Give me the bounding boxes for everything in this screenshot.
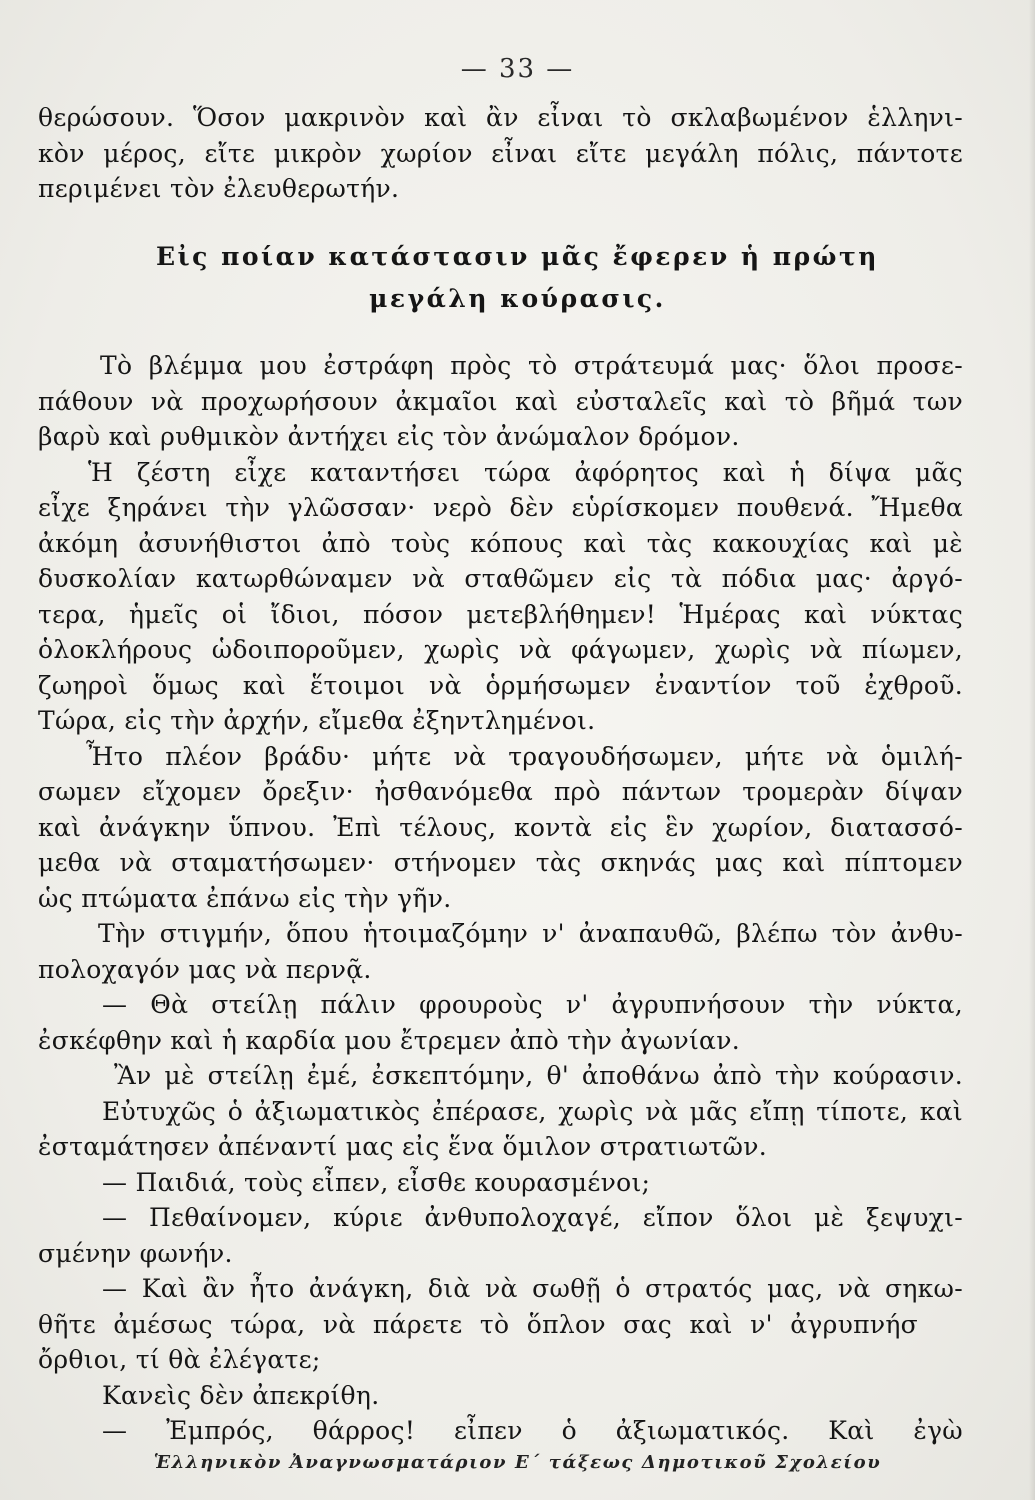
intro-paragraph: [38, 100, 963, 207]
text-line: Ἦτο πλέον βράδυ· μήτε νὰ τραγουδήσωμεν, μήτε νὰ ὁμιλή-: [86, 741, 963, 771]
text-line: Τὸ βλέμμα μου ἐστράφη πρὸς τὸ στράτευμά μας· ὅλοι προσε-: [100, 351, 963, 380]
text-line: ζωηροὶ ὅμως καὶ ἕτοιμοι νὰ ὁρμήσωμεν ἐναντίον τοῦ ἐχθροῦ.: [38, 670, 963, 700]
section-body: [38, 348, 963, 1449]
text-line: ὁλοκλήρους ὡδοιποροῦμεν, χωρὶς νὰ φάγωμεν, χωρὶς νὰ πίωμεν,: [38, 635, 963, 664]
text-line: — Ἐμπρός, θάρρος! εἶπεν ὁ ἀξιωματικός. Καὶ ἐγὼ: [102, 1416, 963, 1445]
section-heading-line-2: μεγάλη κούρασις.: [369, 284, 666, 313]
text-line: — Παιδιά, τοὺς εἶπεν, εἶσθε κουρασμένοι;: [102, 1167, 651, 1197]
text-line: ἀκόμη ἀσυνήθιστοι ἀπὸ τοὺς κόπους καὶ τὰς κακουχίας καὶ μὲ: [38, 528, 963, 558]
section-heading-line-1: Εἰς ποίαν κατάστασιν μᾶς ἔφερεν ἡ πρώτη: [155, 242, 879, 271]
text-line: σωμεν εἴχομεν ὄρεξιν· ἠσθανόμεθα πρὸ πάντων τρομερὰν δίψαν: [38, 777, 963, 806]
text-line: Τώρα, εἰς τὴν ἀρχήν, εἴμεθα ἐξηντλημένοι.: [38, 706, 596, 735]
text-line: μεθα νὰ σταματήσωμεν· στήνομεν τὰς σκηνάς μας καὶ πίπτομεν: [38, 848, 963, 877]
text-line: θῆτε ἀμέσως τώρα, νὰ πάρετε τὸ ὅπλον σας καὶ ν' ἀγρυπνήσ: [38, 1309, 918, 1339]
text-line: — Πεθαίνομεν, κύριε ἀνθυπολοχαγέ, εἴπον ὅλοι μὲ ξεψυχι-: [102, 1203, 963, 1232]
text-line: καὶ ἀνάγκην ὕπνου. Ἐπὶ τέλους, κοντὰ εἰς ἓν χωρίον, διατασσό-: [38, 812, 963, 842]
text-line: — Θὰ στείλῃ πάλιν φρουροὺς ν' ἀγρυπνήσουν τὴν νύκτα,: [102, 990, 963, 1019]
footer-source-note: Ἑλληνικὸν Ἀναγνωσματάριον Ε΄ τάξεως Δημοτικοῦ Σχολείου: [153, 1452, 882, 1473]
text-line: Ἂν μὲ στείλῃ ἐμέ, ἐσκεπτόμην, θ' ἀποθάνω ἀπὸ τὴν κούρασιν.: [114, 1061, 963, 1090]
text-line: πάθουν νὰ προχωρήσουν ἀκμαῖοι καὶ εὐσταλεῖς καὶ τὸ βῆμά των: [38, 386, 963, 416]
scan-edge-shadow: [1029, 0, 1035, 1500]
text-line: Κανεὶς δὲν ἀπεκρίθη.: [102, 1380, 380, 1410]
text-line: ἐσκέφθην καὶ ἡ καρδία μου ἔτρεμεν ἀπὸ τὴν ἀγωνίαν.: [38, 1025, 740, 1055]
text-line: πολοχαγόν μας νὰ περνᾷ.: [38, 954, 372, 984]
text-line: τερα, ἡμεῖς οἱ ἴδιοι, πόσον μετεβλήθημεν! Ἡμέρας καὶ νύκτας: [38, 599, 963, 629]
text-line: ὄρθιοι, τί θὰ ἐλέγατε;: [38, 1345, 321, 1374]
text-line: σμένην φωνήν.: [38, 1238, 233, 1268]
text-line: Ἡ ζέστη εἶχε καταντήσει τώρα ἀφόρητος καὶ ἡ δίψα μᾶς: [88, 457, 963, 487]
text-line: Εὐτυχῶς ὁ ἀξιωματικὸς ἐπέρασε, χωρὶς νὰ μᾶς εἴπῃ τίποτε, καὶ: [102, 1096, 963, 1126]
text-line: περιμένει τὸν ἐλευθερωτήν.: [38, 174, 400, 203]
text-line: Τὴν στιγμήν, ὅπου ἡτοιμαζόμην ν' ἀναπαυθῶ, βλέπω τὸν ἀνθυ-: [98, 919, 963, 948]
text-line: — Καὶ ἂν ἦτο ἀνάγκη, διὰ νὰ σωθῇ ὁ στρατός μας, νὰ σηκω-: [102, 1274, 963, 1303]
text-line: θερώσουν. Ὅσον μακρινὸν καὶ ἂν εἶναι τὸ σκλαβωμένον ἑλληνι-: [38, 103, 963, 132]
text-line: κὸν μέρος, εἴτε μικρὸν χωρίον εἶναι εἴτε μεγάλη πόλις, πάντοτε: [38, 138, 963, 168]
text-line: βαρὺ καὶ ρυθμικὸν ἀντήχει εἰς τὸν ἀνώμαλον δρόμον.: [38, 422, 740, 451]
text-line: δυσκολίαν κατωρθώναμεν νὰ σταθῶμεν εἰς τὰ πόδια μας· ἀργό-: [38, 564, 963, 593]
page-number: — 33 —: [460, 54, 575, 84]
text-line: ὡς πτώματα ἐπάνω εἰς τὴν γῆν.: [38, 883, 452, 913]
text-line: εἶχε ξηράνει τὴν γλῶσσαν· νερὸ δὲν εὑρίσκομεν πουθενά. Ἤμεθα: [38, 493, 963, 522]
text-line: ἐσταμάτησεν ἀπέναντί μας εἰς ἕνα ὅμιλον στρατιωτῶν.: [38, 1132, 767, 1161]
